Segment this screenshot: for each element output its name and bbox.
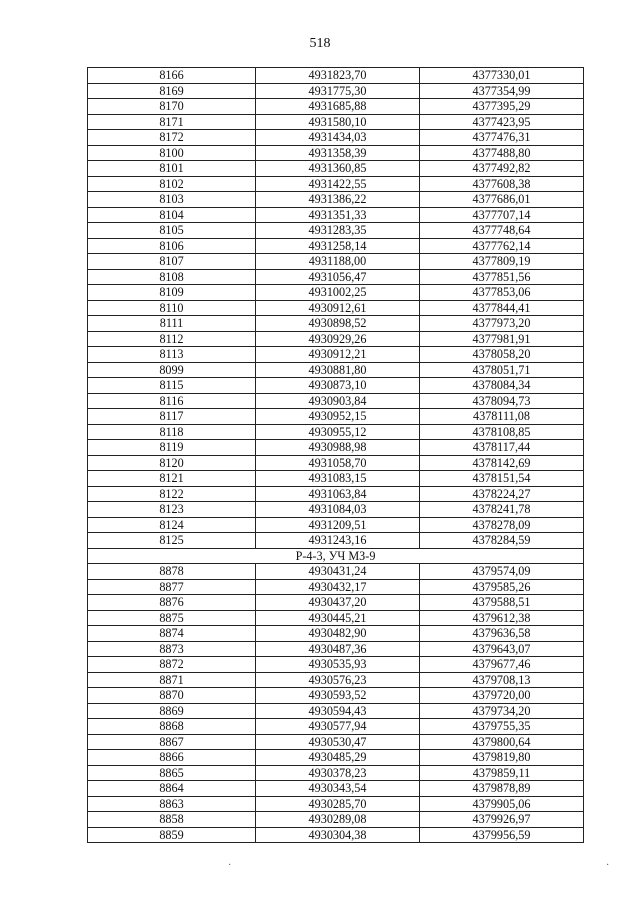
x-coordinate-cell: 4930577,94 bbox=[256, 719, 420, 735]
y-coordinate-cell: 4379800,64 bbox=[420, 734, 584, 750]
x-coordinate-cell: 4930432,17 bbox=[256, 579, 420, 595]
y-coordinate-cell: 4378094,73 bbox=[420, 393, 584, 409]
section-header-group bbox=[88, 548, 584, 564]
table-row bbox=[88, 145, 584, 161]
x-coordinate-cell: 4930912,61 bbox=[256, 300, 420, 316]
y-coordinate-cell: 4377354,99 bbox=[420, 83, 584, 99]
y-coordinate-cell: 4377476,31 bbox=[420, 130, 584, 146]
y-coordinate-cell: 4377395,29 bbox=[420, 99, 584, 115]
point-number-cell: 8106 bbox=[88, 238, 256, 254]
x-coordinate-cell: 4931083,15 bbox=[256, 471, 420, 487]
table-row bbox=[88, 161, 584, 177]
point-number-cell: 8877 bbox=[88, 579, 256, 595]
point-number-cell: 8875 bbox=[88, 610, 256, 626]
table-body-top bbox=[88, 68, 584, 549]
x-coordinate-cell: 4931283,35 bbox=[256, 223, 420, 239]
y-coordinate-cell: 4379819,80 bbox=[420, 750, 584, 766]
table-row bbox=[88, 455, 584, 471]
table-row bbox=[88, 207, 584, 223]
y-coordinate-cell: 4379905,06 bbox=[420, 796, 584, 812]
table-row bbox=[88, 827, 584, 843]
table-row bbox=[88, 223, 584, 239]
y-coordinate-cell: 4379956,59 bbox=[420, 827, 584, 843]
table-row bbox=[88, 657, 584, 673]
x-coordinate-cell: 4931434,03 bbox=[256, 130, 420, 146]
table-row bbox=[88, 440, 584, 456]
point-number-cell: 8878 bbox=[88, 564, 256, 580]
point-number-cell: 8871 bbox=[88, 672, 256, 688]
x-coordinate-cell: 4931360,85 bbox=[256, 161, 420, 177]
table-row bbox=[88, 347, 584, 363]
table-row bbox=[88, 579, 584, 595]
point-number-cell: 8101 bbox=[88, 161, 256, 177]
x-coordinate-cell: 4930873,10 bbox=[256, 378, 420, 394]
table-row bbox=[88, 331, 584, 347]
point-number-cell: 8874 bbox=[88, 626, 256, 642]
x-coordinate-cell: 4931351,33 bbox=[256, 207, 420, 223]
point-number-cell: 8124 bbox=[88, 517, 256, 533]
point-number-cell: 8116 bbox=[88, 393, 256, 409]
point-number-cell: 8867 bbox=[88, 734, 256, 750]
table-row bbox=[88, 68, 584, 84]
x-coordinate-cell: 4930431,24 bbox=[256, 564, 420, 580]
table-row bbox=[88, 641, 584, 657]
x-coordinate-cell: 4930952,15 bbox=[256, 409, 420, 425]
x-coordinate-cell: 4931188,00 bbox=[256, 254, 420, 270]
x-coordinate-cell: 4930898,52 bbox=[256, 316, 420, 332]
scan-speck: · bbox=[228, 860, 232, 871]
point-number-cell: 8876 bbox=[88, 595, 256, 611]
table-row bbox=[88, 192, 584, 208]
y-coordinate-cell: 4377686,01 bbox=[420, 192, 584, 208]
x-coordinate-cell: 4930903,84 bbox=[256, 393, 420, 409]
y-coordinate-cell: 4377981,91 bbox=[420, 331, 584, 347]
table-row bbox=[88, 626, 584, 642]
y-coordinate-cell: 4377973,20 bbox=[420, 316, 584, 332]
x-coordinate-cell: 4931580,10 bbox=[256, 114, 420, 130]
coordinates-table bbox=[87, 67, 584, 843]
x-coordinate-cell: 4930445,21 bbox=[256, 610, 420, 626]
point-number-cell: 8170 bbox=[88, 99, 256, 115]
point-number-cell: 8107 bbox=[88, 254, 256, 270]
table-row bbox=[88, 750, 584, 766]
table-row bbox=[88, 409, 584, 425]
y-coordinate-cell: 4379585,26 bbox=[420, 579, 584, 595]
point-number-cell: 8122 bbox=[88, 486, 256, 502]
table-row bbox=[88, 114, 584, 130]
point-number-cell: 8111 bbox=[88, 316, 256, 332]
x-coordinate-cell: 4931823,70 bbox=[256, 68, 420, 84]
x-coordinate-cell: 4931058,70 bbox=[256, 455, 420, 471]
point-number-cell: 8102 bbox=[88, 176, 256, 192]
x-coordinate-cell: 4930929,26 bbox=[256, 331, 420, 347]
y-coordinate-cell: 4379926,97 bbox=[420, 812, 584, 828]
table-row bbox=[88, 688, 584, 704]
point-number-cell: 8117 bbox=[88, 409, 256, 425]
page-number: 518 bbox=[309, 36, 331, 51]
y-coordinate-cell: 4377608,38 bbox=[420, 176, 584, 192]
x-coordinate-cell: 4931243,16 bbox=[256, 533, 420, 549]
x-coordinate-cell: 4930437,20 bbox=[256, 595, 420, 611]
table-row bbox=[88, 610, 584, 626]
y-coordinate-cell: 4377707,14 bbox=[420, 207, 584, 223]
x-coordinate-cell: 4931056,47 bbox=[256, 269, 420, 285]
y-coordinate-cell: 4378051,71 bbox=[420, 362, 584, 378]
y-coordinate-cell: 4378108,85 bbox=[420, 424, 584, 440]
y-coordinate-cell: 4377809,19 bbox=[420, 254, 584, 270]
table-row bbox=[88, 362, 584, 378]
table-row bbox=[88, 672, 584, 688]
point-number-cell: 8118 bbox=[88, 424, 256, 440]
table-row bbox=[88, 734, 584, 750]
table-row bbox=[88, 238, 584, 254]
x-coordinate-cell: 4931386,22 bbox=[256, 192, 420, 208]
x-coordinate-cell: 4931084,03 bbox=[256, 502, 420, 518]
point-number-cell: 8115 bbox=[88, 378, 256, 394]
y-coordinate-cell: 4379636,58 bbox=[420, 626, 584, 642]
x-coordinate-cell: 4930487,36 bbox=[256, 641, 420, 657]
table-row bbox=[88, 703, 584, 719]
y-coordinate-cell: 4379588,51 bbox=[420, 595, 584, 611]
point-number-cell: 8108 bbox=[88, 269, 256, 285]
x-coordinate-cell: 4930378,23 bbox=[256, 765, 420, 781]
y-coordinate-cell: 4377762,14 bbox=[420, 238, 584, 254]
point-number-cell: 8099 bbox=[88, 362, 256, 378]
x-coordinate-cell: 4930289,08 bbox=[256, 812, 420, 828]
table-row bbox=[88, 300, 584, 316]
table-row bbox=[88, 595, 584, 611]
point-number-cell: 8112 bbox=[88, 331, 256, 347]
table-row bbox=[88, 564, 584, 580]
y-coordinate-cell: 4377330,01 bbox=[420, 68, 584, 84]
x-coordinate-cell: 4930304,38 bbox=[256, 827, 420, 843]
x-coordinate-cell: 4930881,80 bbox=[256, 362, 420, 378]
y-coordinate-cell: 4377488,80 bbox=[420, 145, 584, 161]
table-row bbox=[88, 719, 584, 735]
x-coordinate-cell: 4930343,54 bbox=[256, 781, 420, 797]
table-row bbox=[88, 83, 584, 99]
point-number-cell: 8869 bbox=[88, 703, 256, 719]
x-coordinate-cell: 4931209,51 bbox=[256, 517, 420, 533]
y-coordinate-cell: 4377844,41 bbox=[420, 300, 584, 316]
table-row bbox=[88, 254, 584, 270]
scan-speck: · bbox=[606, 860, 610, 871]
y-coordinate-cell: 4378151,54 bbox=[420, 471, 584, 487]
point-number-cell: 8104 bbox=[88, 207, 256, 223]
y-coordinate-cell: 4378058,20 bbox=[420, 347, 584, 363]
table-row bbox=[88, 424, 584, 440]
point-number-cell: 8171 bbox=[88, 114, 256, 130]
y-coordinate-cell: 4379708,13 bbox=[420, 672, 584, 688]
y-coordinate-cell: 4379720,00 bbox=[420, 688, 584, 704]
y-coordinate-cell: 4378084,34 bbox=[420, 378, 584, 394]
x-coordinate-cell: 4930912,21 bbox=[256, 347, 420, 363]
point-number-cell: 8870 bbox=[88, 688, 256, 704]
x-coordinate-cell: 4930594,43 bbox=[256, 703, 420, 719]
x-coordinate-cell: 4931685,88 bbox=[256, 99, 420, 115]
table-row bbox=[88, 486, 584, 502]
table-row bbox=[88, 781, 584, 797]
x-coordinate-cell: 4930285,70 bbox=[256, 796, 420, 812]
point-number-cell: 8873 bbox=[88, 641, 256, 657]
x-coordinate-cell: 4930530,47 bbox=[256, 734, 420, 750]
point-number-cell: 8103 bbox=[88, 192, 256, 208]
point-number-cell: 8109 bbox=[88, 285, 256, 301]
y-coordinate-cell: 4378278,09 bbox=[420, 517, 584, 533]
table-row bbox=[88, 99, 584, 115]
point-number-cell: 8865 bbox=[88, 765, 256, 781]
table-row bbox=[88, 796, 584, 812]
section-header: Р-4-3, УЧ МЗ-9 bbox=[88, 548, 584, 564]
point-number-cell: 8125 bbox=[88, 533, 256, 549]
y-coordinate-cell: 4379612,38 bbox=[420, 610, 584, 626]
point-number-cell: 8169 bbox=[88, 83, 256, 99]
x-coordinate-cell: 4930988,98 bbox=[256, 440, 420, 456]
y-coordinate-cell: 4377423,95 bbox=[420, 114, 584, 130]
y-coordinate-cell: 4377492,82 bbox=[420, 161, 584, 177]
y-coordinate-cell: 4377748,64 bbox=[420, 223, 584, 239]
y-coordinate-cell: 4377853,06 bbox=[420, 285, 584, 301]
x-coordinate-cell: 4931258,14 bbox=[256, 238, 420, 254]
table-row bbox=[88, 517, 584, 533]
x-coordinate-cell: 4930535,93 bbox=[256, 657, 420, 673]
point-number-cell: 8872 bbox=[88, 657, 256, 673]
y-coordinate-cell: 4379643,07 bbox=[420, 641, 584, 657]
point-number-cell: 8100 bbox=[88, 145, 256, 161]
x-coordinate-cell: 4931358,39 bbox=[256, 145, 420, 161]
table-row bbox=[88, 471, 584, 487]
y-coordinate-cell: 4378142,69 bbox=[420, 455, 584, 471]
section-header-row bbox=[88, 548, 584, 564]
point-number-cell: 8105 bbox=[88, 223, 256, 239]
point-number-cell: 8166 bbox=[88, 68, 256, 84]
table-row bbox=[88, 285, 584, 301]
point-number-cell: 8120 bbox=[88, 455, 256, 471]
point-number-cell: 8858 bbox=[88, 812, 256, 828]
y-coordinate-cell: 4378241,78 bbox=[420, 502, 584, 518]
x-coordinate-cell: 4931002,25 bbox=[256, 285, 420, 301]
x-coordinate-cell: 4931775,30 bbox=[256, 83, 420, 99]
point-number-cell: 8121 bbox=[88, 471, 256, 487]
point-number-cell: 8866 bbox=[88, 750, 256, 766]
y-coordinate-cell: 4378224,27 bbox=[420, 486, 584, 502]
table-body-bottom bbox=[88, 564, 584, 843]
y-coordinate-cell: 4379878,89 bbox=[420, 781, 584, 797]
point-number-cell: 8110 bbox=[88, 300, 256, 316]
x-coordinate-cell: 4930485,29 bbox=[256, 750, 420, 766]
table-row bbox=[88, 176, 584, 192]
table-row bbox=[88, 765, 584, 781]
table-row bbox=[88, 533, 584, 549]
y-coordinate-cell: 4377851,56 bbox=[420, 269, 584, 285]
y-coordinate-cell: 4379859,11 bbox=[420, 765, 584, 781]
point-number-cell: 8863 bbox=[88, 796, 256, 812]
table-row bbox=[88, 316, 584, 332]
point-number-cell: 8113 bbox=[88, 347, 256, 363]
table-row bbox=[88, 269, 584, 285]
y-coordinate-cell: 4378117,44 bbox=[420, 440, 584, 456]
table-row bbox=[88, 502, 584, 518]
x-coordinate-cell: 4931063,84 bbox=[256, 486, 420, 502]
table-row bbox=[88, 393, 584, 409]
point-number-cell: 8868 bbox=[88, 719, 256, 735]
x-coordinate-cell: 4930482,90 bbox=[256, 626, 420, 642]
point-number-cell: 8864 bbox=[88, 781, 256, 797]
point-number-cell: 8123 bbox=[88, 502, 256, 518]
point-number-cell: 8172 bbox=[88, 130, 256, 146]
table-row bbox=[88, 130, 584, 146]
table-row bbox=[88, 812, 584, 828]
point-number-cell: 8119 bbox=[88, 440, 256, 456]
y-coordinate-cell: 4378111,08 bbox=[420, 409, 584, 425]
y-coordinate-cell: 4379755,35 bbox=[420, 719, 584, 735]
x-coordinate-cell: 4930955,12 bbox=[256, 424, 420, 440]
y-coordinate-cell: 4379734,20 bbox=[420, 703, 584, 719]
y-coordinate-cell: 4379677,46 bbox=[420, 657, 584, 673]
table-row bbox=[88, 378, 584, 394]
y-coordinate-cell: 4378284,59 bbox=[420, 533, 584, 549]
x-coordinate-cell: 4931422,55 bbox=[256, 176, 420, 192]
x-coordinate-cell: 4930576,23 bbox=[256, 672, 420, 688]
point-number-cell: 8859 bbox=[88, 827, 256, 843]
x-coordinate-cell: 4930593,52 bbox=[256, 688, 420, 704]
y-coordinate-cell: 4379574,09 bbox=[420, 564, 584, 580]
